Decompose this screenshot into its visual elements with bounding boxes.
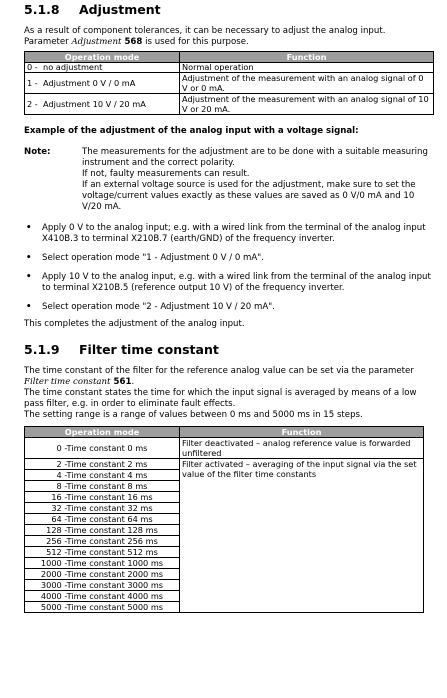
- intro-text-end: is used for this purpose.: [142, 37, 249, 47]
- function-cell: Filter deactivated – analog reference value is forwarded unfiltered: [180, 438, 424, 459]
- intro-line-2: [24, 37, 434, 48]
- header-operation-mode: Operation mode: [25, 427, 180, 438]
- section-number: 5.1.8: [24, 2, 60, 17]
- section-title: Filter time constant: [79, 342, 219, 357]
- table-row: [25, 63, 434, 73]
- parameter-name: Filter time constant: [24, 377, 111, 387]
- note-label: Note:: [24, 147, 51, 157]
- mode-cell: 512 -Time constant 512 ms: [25, 547, 180, 558]
- table-row: [25, 438, 424, 459]
- section-title: Adjustment: [79, 2, 161, 17]
- table-row: [25, 459, 424, 470]
- header-function: Function: [180, 427, 424, 438]
- table-row: [25, 94, 434, 115]
- note-block: [24, 147, 434, 213]
- list-item: • Select operation mode "1 - Adjustment 0 V / 0 mA".: [26, 253, 264, 263]
- mode-cell: 4000 -Time constant 4000 ms: [25, 591, 180, 602]
- parameter-number: 568: [121, 37, 143, 47]
- document-page: [24, 0, 434, 613]
- filter-paragraph-2: The time constant states the time for which the input signal is averaged by means of a low pass filter, e.g. in order to eliminate fault effects.: [24, 388, 417, 409]
- mode-cell: 64 -Time constant 64 ms: [25, 514, 180, 525]
- parameter-name: Adjustment: [71, 37, 122, 47]
- section-heading-filter: [24, 342, 434, 357]
- mode-number: 0 -: [27, 62, 38, 72]
- table-row: [25, 73, 434, 94]
- note-line: If an external voltage source is used for the adjustment, make sure to set the voltage/current values exactly as these values are saved as 0 V/0 mA and 10 V/20 mA.: [82, 180, 416, 212]
- mode-cell: [25, 63, 180, 73]
- mode-cell: 32 -Time constant 32 ms: [25, 503, 180, 514]
- list-item: • Select operation mode "2 - Adjustment 10 V / 20 mA".: [26, 302, 275, 312]
- filter-paragraph-3: The setting range is a range of values between 0 ms and 5000 ms in 15 steps.: [24, 410, 363, 420]
- section-heading-adjustment: [24, 2, 434, 17]
- mode-cell: 128 -Time constant 128 ms: [25, 525, 180, 536]
- header-function: Function: [180, 52, 434, 63]
- mode-cell: 8 -Time constant 8 ms: [25, 481, 180, 492]
- list-item-text: Select operation mode "1 - Adjustment 0 V / 0 mA".: [42, 253, 264, 263]
- note-line: The measurements for the adjustment are to be done with a suitable measuring instrument and the correct polarity.: [82, 147, 428, 168]
- filter-paragraph-1: [24, 366, 434, 388]
- adjustment-table: [24, 51, 434, 115]
- note-text: [82, 147, 434, 213]
- paragraph-text: The time constant of the filter for the reference analog value can be set via the parameter: [24, 366, 414, 376]
- function-cell: Normal operation: [180, 63, 434, 73]
- mode-cell: 4 -Time constant 4 ms: [25, 470, 180, 481]
- filter-table: [24, 426, 424, 613]
- mode-cell: 16 -Time constant 16 ms: [25, 492, 180, 503]
- mode-cell: 5000 -Time constant 5000 ms: [25, 602, 180, 613]
- note-line: If not, faulty measurements can result.: [82, 169, 250, 179]
- mode-cell: [25, 94, 180, 115]
- example-heading: Example of the adjustment of the analog input with a voltage signal:: [24, 126, 359, 136]
- mode-number: 2 -: [27, 99, 38, 109]
- mode-cell: 3000 -Time constant 3000 ms: [25, 580, 180, 591]
- intro-text: Parameter: [24, 37, 72, 47]
- mode-cell: 1000 -Time constant 1000 ms: [25, 558, 180, 569]
- parameter-number: 561: [110, 377, 132, 387]
- list-item: • Apply 0 V to the analog input; e.g. with a wired link from the terminal of the analog input X410B.3 to terminal X210B.7 (earth/GND) of the frequency inverter.: [26, 223, 426, 244]
- function-cell: Adjustment of the measurement with an analog signal of 10 V or 20 mA.: [180, 94, 434, 115]
- list-item-text: Select operation mode "2 - Adjustment 10 V / 20 mA".: [42, 302, 275, 312]
- mode-cell: 2000 -Time constant 2000 ms: [25, 569, 180, 580]
- mode-number: 1 -: [27, 78, 38, 88]
- intro-line-1: As a result of component tolerances, it can be necessary to adjust the analog input.: [24, 26, 386, 36]
- function-cell: Adjustment of the measurement with an analog signal of 0 V or 0 mA.: [180, 73, 434, 94]
- mode-cell: 2 -Time constant 2 ms: [25, 459, 180, 470]
- table-header-row: [25, 427, 424, 438]
- list-item-text: Apply 10 V to the analog input, e.g. with a wired link from the terminal of the analog input to terminal X210B.5 (reference output 10 V) of the frequency inverter.: [42, 272, 431, 293]
- list-item: • Apply 10 V to the analog input, e.g. with a wired link from the terminal of the analog input to terminal X210B.5 (reference output 10 V) of the frequency inverter.: [26, 272, 431, 293]
- completion-text: This completes the adjustment of the analog input.: [24, 319, 245, 329]
- section-number: 5.1.9: [24, 342, 60, 357]
- mode-cell: 256 -Time constant 256 ms: [25, 536, 180, 547]
- table-header-row: [25, 52, 434, 63]
- header-operation-mode: Operation mode: [25, 52, 180, 63]
- function-cell: Filter activated – averaging of the input signal via the set value of the filter time constants: [180, 459, 424, 613]
- mode-cell: [25, 73, 180, 94]
- mode-label: Adjustment 10 V / 20 mA: [43, 99, 146, 109]
- mode-label: no adjustment: [43, 62, 103, 72]
- list-item-text: Apply 0 V to the analog input; e.g. with a wired link from the terminal of the analog input X410B.3 to terminal X210B.7 (earth/GND) of the frequency inverter.: [42, 223, 426, 244]
- mode-label: Adjustment 0 V / 0 mA: [43, 78, 136, 88]
- mode-cell: 0 -Time constant 0 ms: [25, 438, 180, 459]
- procedure-list: [24, 223, 434, 313]
- paragraph-text-end: .: [131, 377, 135, 387]
